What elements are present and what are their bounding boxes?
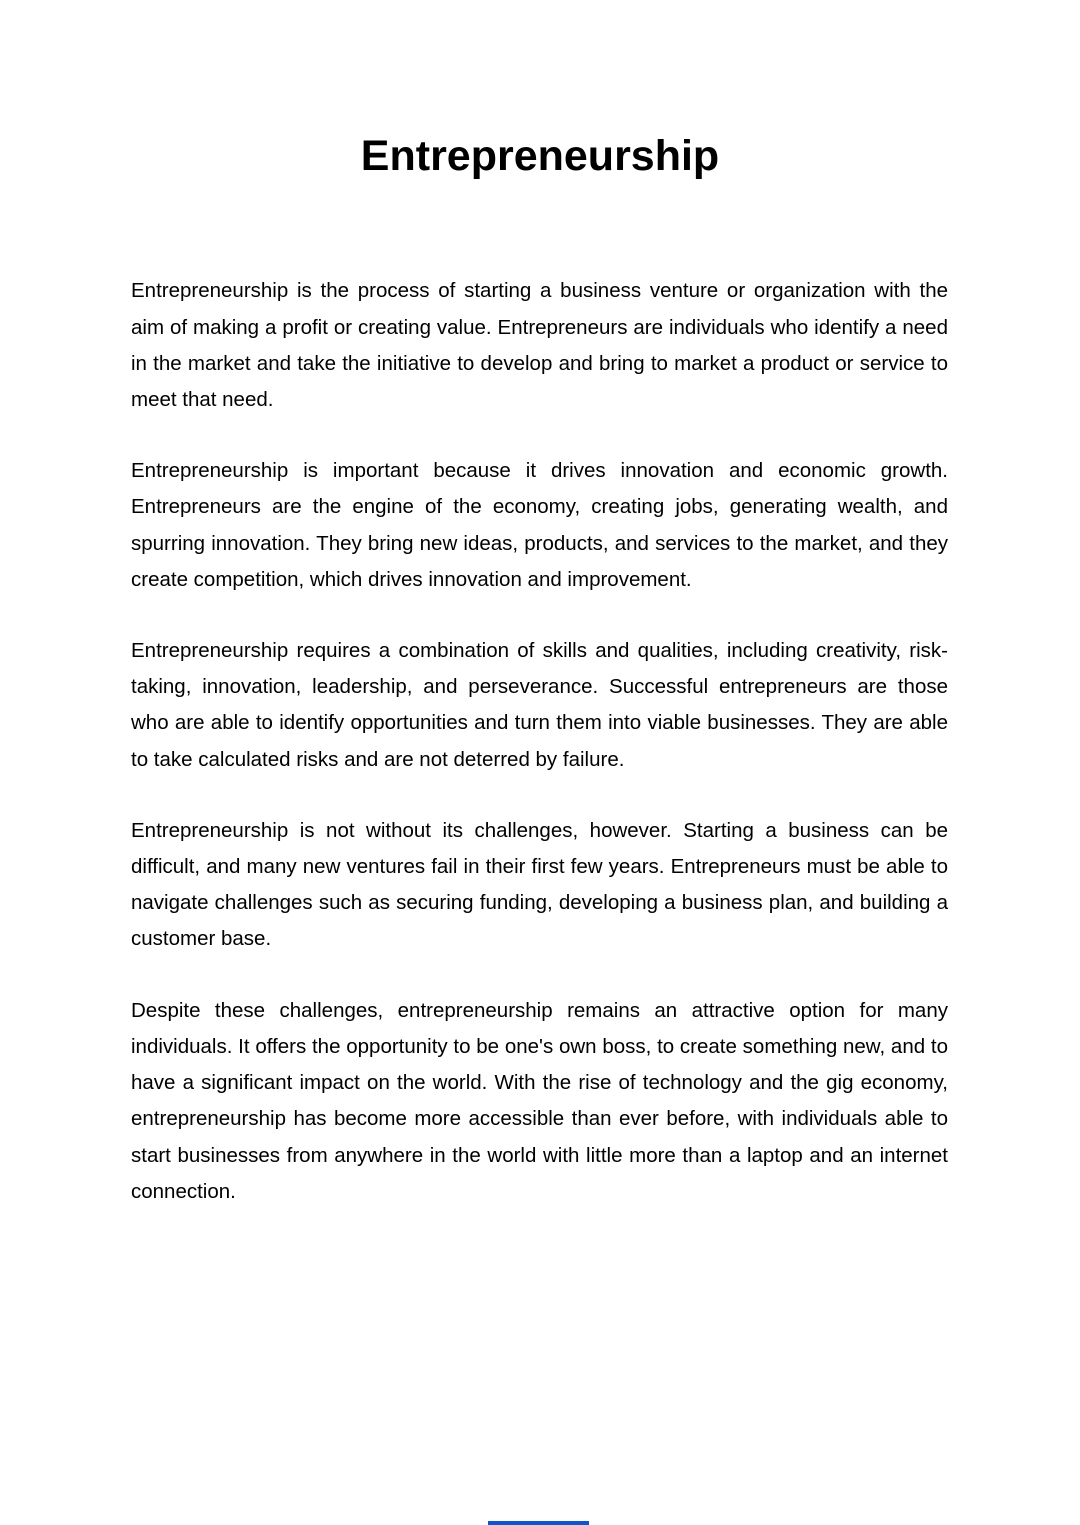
- paragraph-outlook: Despite these challenges, entrepreneurship remains an attractive option for many individuals. It offers the opportunity to be one's own boss, to create something new, and to have a significant impact on the world. With the rise of technology and the gig economy, entrepreneurship has become more accessible than ever before, with individuals able to start businesses from anywhere in the world with little more than a laptop and an internet connection.: [131, 998, 948, 1203]
- document-body: [131, 273, 948, 1209]
- paragraph-importance: Entrepreneurship is important because it drives innovation and economic growth. Entrepreneurs are the engine of the economy, creating jobs, generating wealth, and spurring innovation. They bring new ideas, products, and services to the market, and they create competition, which drives innovation and improvement.: [131, 459, 948, 591]
- next-page-link-fragment: [488, 1521, 589, 1525]
- paragraph-intro: Entrepreneurship is the process of starting a business venture or organization with the aim of making a profit or creating value. Entrepreneurs are individuals who identify a need in the market and take the initiative to develop and bring to market a product or service to meet that need.: [131, 279, 948, 412]
- paragraph-skills: Entrepreneurship requires a combination of skills and qualities, including creativity, risk-taking, innovation, leadership, and perseverance. Successful entrepreneurs are those who are able to identify opportunities and turn them into viable businesses. They are able to take calculated risks and are not deterred by failure.: [131, 639, 948, 771]
- paragraph-challenges: Entrepreneurship is not without its challenges, however. Starting a business can be difficult, and many new ventures fail in their first few years. Entrepreneurs must be able to navigate challenges such as securing funding, developing a business plan, and building a customer base.: [131, 818, 948, 951]
- document-title: Entrepreneurship: [360, 132, 720, 180]
